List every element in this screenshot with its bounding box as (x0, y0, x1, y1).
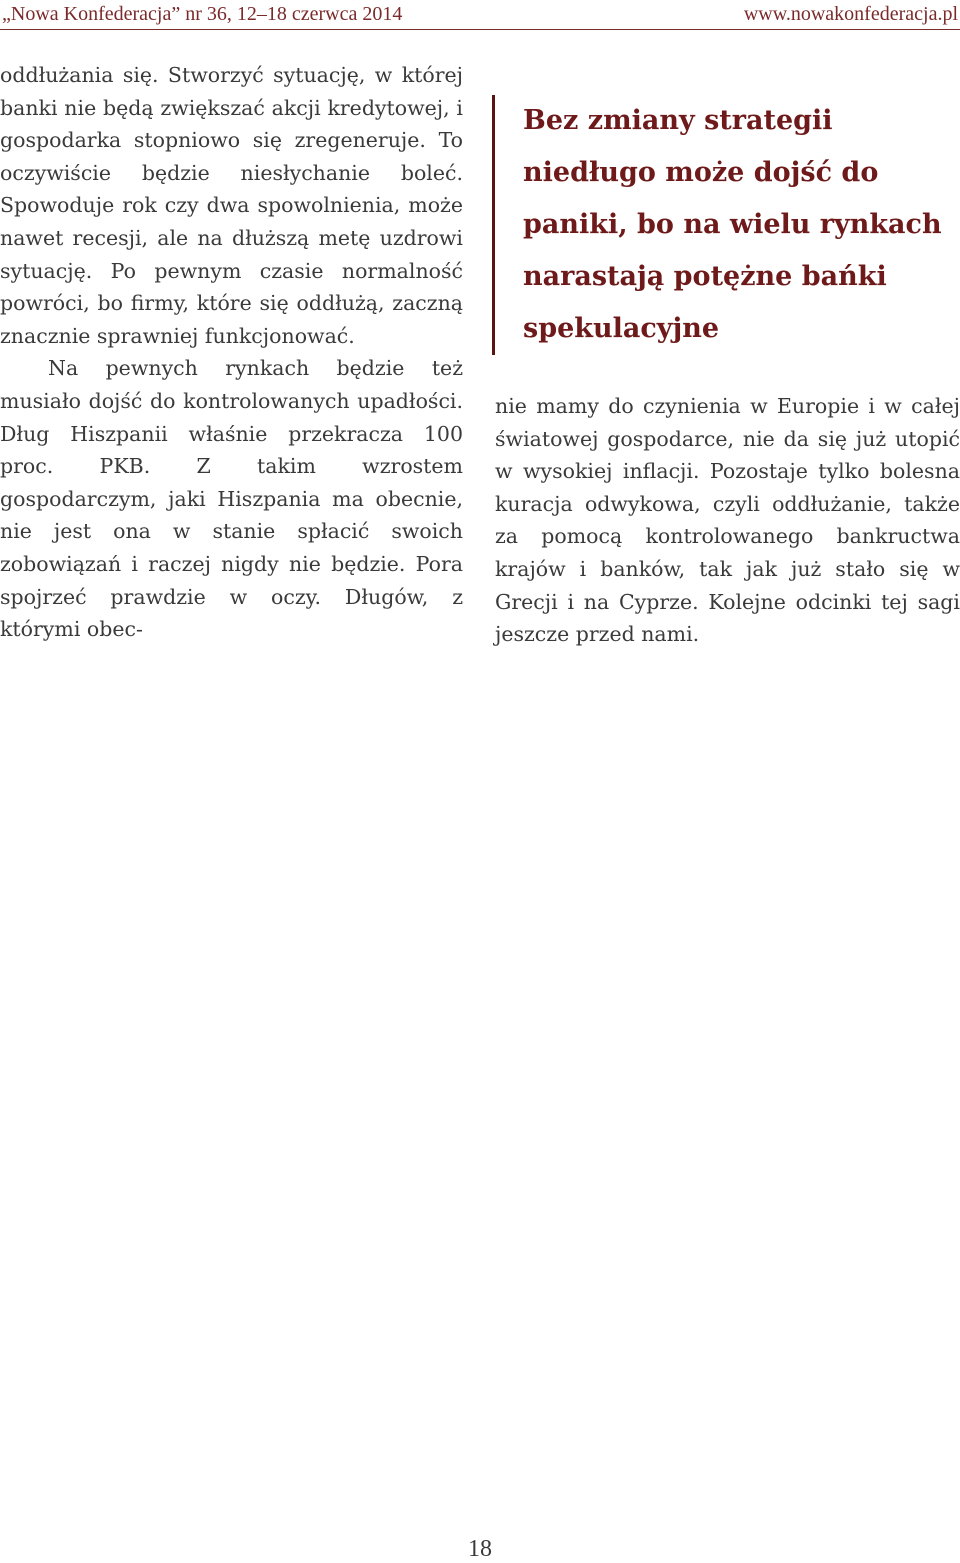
right-column (495, 390, 960, 651)
pull-quote (492, 95, 960, 355)
publication-title: „Nowa Konfederacja” nr 36, 12–18 czerwca 2014 (2, 3, 403, 25)
page-header (0, 0, 960, 30)
header-divider (0, 29, 960, 30)
body-paragraph: nie mamy do czynienia w Europie i w całej światowej gospodarce, nie da się już utopić w wysokiej inflacji. Pozostaje tylko bolesna kuracja odwykowa, czyli oddłużanie, także za pomocą kontrolowanego bankructwa krajów i banków, tak jak już stało się w Grecji i na Cyprze. Kolejne odcinki tej sagi jeszcze przed nami. (495, 394, 960, 647)
body-paragraph: oddłużania się. Stworzyć sytuację, w której banki nie będą zwiększać akcji kredytowej, i gospodarka stopniowo się zregeneruje. To oczywiście będzie niesłychanie boleć. Spowoduje rok czy dwa spowolnienia, może nawet recesji, ale na dłuższą metę uzdrowi sytuację. Po pewnym czasie normalność powróci, bo firmy, które się oddłużą, zaczną znacznie sprawniej funkcjonować. (0, 63, 463, 348)
left-column (0, 59, 463, 646)
page-number: 18 (468, 1536, 492, 1562)
body-paragraph: Na pewnych rynkach będzie też musiało dojść do kontrolowanych upadłości. Dług Hiszpanii właśnie przekracza 100 proc. PKB. Z takim wzrostem gospodarczym, jaki Hiszpania ma obecnie, nie jest ona w stanie spłacić swoich zobowiązań i raczej nigdy nie będzie. Pora spojrzeć prawdzie w oczy. Długów, z którymi obec- (0, 356, 463, 642)
website-url[interactable]: www.nowakonfederacja.pl (743, 3, 958, 25)
pull-quote-text: Bez zmiany strategii niedługo może dojść do paniki, bo na wielu rynkach narastają potężne bańki spekulacyjne (523, 105, 942, 344)
